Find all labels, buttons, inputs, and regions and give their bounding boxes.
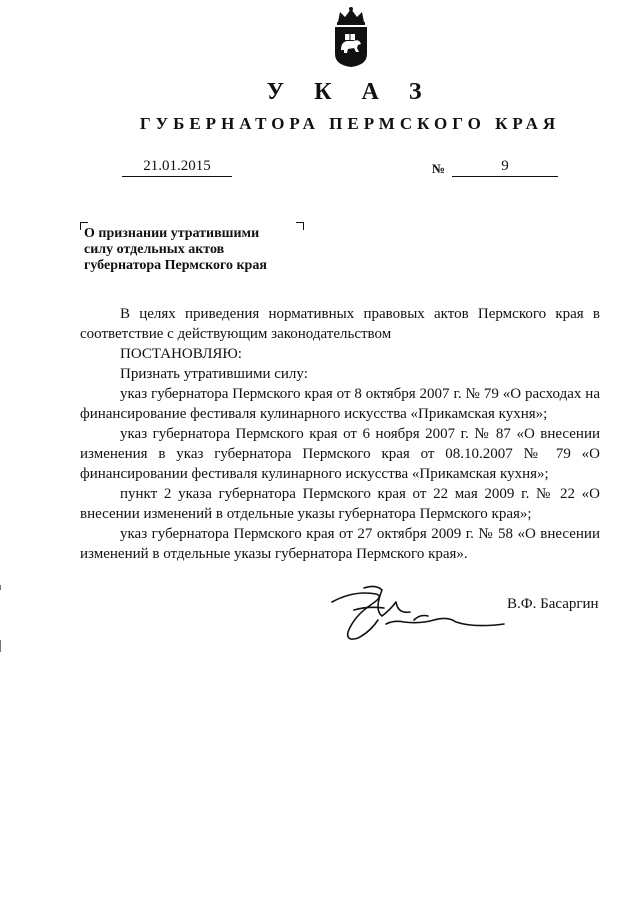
- document-date: 21.01.2015: [122, 156, 232, 177]
- document-subtitle: ГУБЕРНАТОРА ПЕРМСКОГО КРАЯ: [139, 114, 561, 133]
- scan-artifact: [0, 640, 1, 652]
- subject-corner-right: [296, 222, 304, 230]
- repeal-item: указ губернатора Пермского края от 27 октября 2009 г. № 58 «О внесении изменений в отдельные указы губернатора Пермского края».: [80, 526, 600, 562]
- subject-line: силу отдельных актов: [84, 242, 225, 257]
- subject-line: О признании утратившими: [84, 226, 260, 241]
- repeal-item: указ губернатора Пермского края от 8 октября 2007 г. № 79 «О расходах на финансирование фестиваля кулинарного искусства «Прикамская кухня»;: [80, 386, 600, 422]
- document-subject: [84, 226, 267, 274]
- document-number: 9: [452, 156, 558, 177]
- document-body: [80, 304, 600, 564]
- repeal-intro: Признать утратившими силу:: [120, 366, 308, 382]
- coat-of-arms-icon: [326, 6, 376, 68]
- handwritten-signature: [324, 580, 514, 650]
- preamble-paragraph: В целях приведения нормативных правовых актов Пермского края в соответствие с действующим законодательством: [80, 306, 600, 342]
- subject-line: губернатора Пермского края: [84, 258, 267, 273]
- repeal-item: пункт 2 указа губернатора Пермского края от 22 мая 2009 г. № 22 «О внесении изменений в отдельные указы губернатора Пермского края»;: [80, 486, 600, 522]
- number-sign: №: [432, 161, 446, 176]
- signer-name: В.Ф. Басаргин: [507, 596, 599, 612]
- repeal-item: указ губернатора Пермского края от 6 ноября 2007 г. № 87 «О внесении изменения в указ губернатора Пермского края от 08.10.2007 № 79 «О финансировании фестиваля кулинарного искусства «Прикамская кухня»;: [80, 426, 600, 482]
- scan-artifact: [0, 585, 1, 590]
- document-title: У К А З: [266, 79, 434, 105]
- decree-word: ПОСТАНОВЛЯЮ:: [120, 346, 242, 362]
